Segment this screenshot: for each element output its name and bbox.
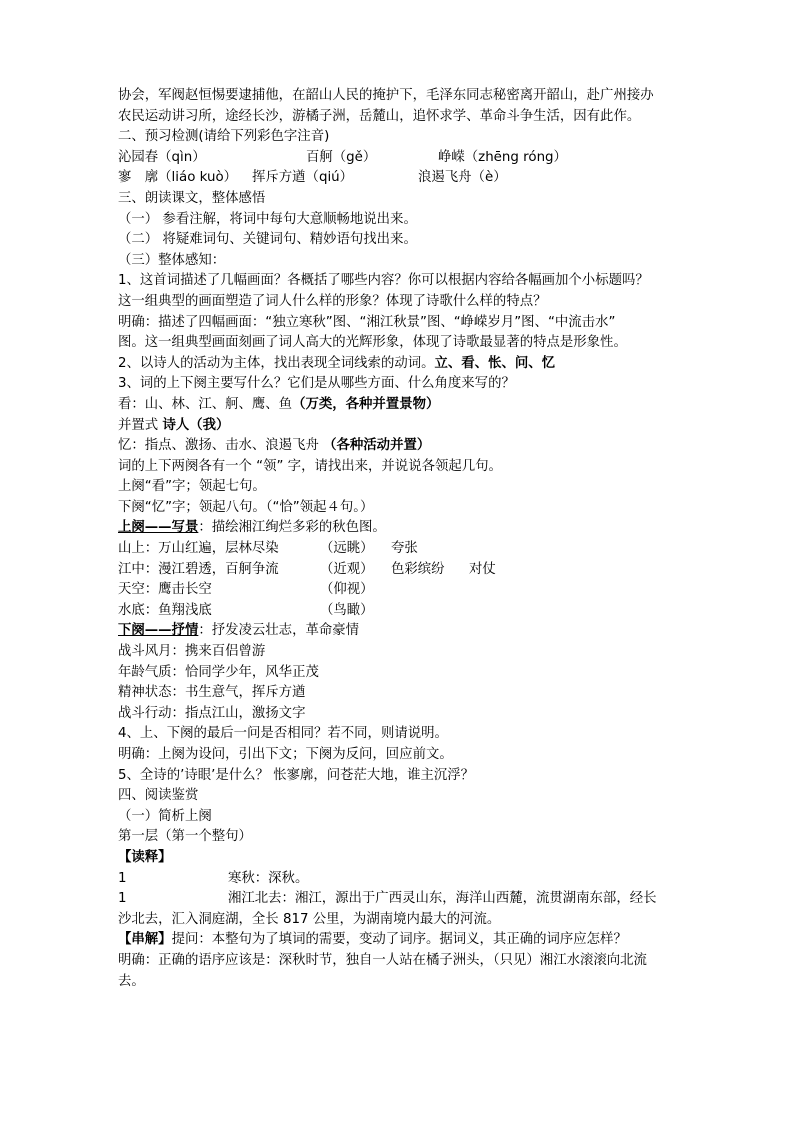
question-line: 词的上下两阕各有一个 “领” 字，请找出来，并说说各领起几句。 xyxy=(118,458,502,474)
note-number: 1 xyxy=(118,870,127,886)
answer-line: 图。这一组典型画面刻画了词人高大的光辉形象，体现了诗歌最显著的特点是形象性。 xyxy=(118,335,627,351)
pinyin-item: 寥 廓（liáo kuò） xyxy=(118,170,238,186)
analysis-line xyxy=(118,436,684,457)
analysis-line: 战斗行动：指点江山，激扬文字 xyxy=(118,705,306,721)
label-heading: 【串解】 xyxy=(118,932,172,948)
pinyin-item: 挥斥方遒（qiú） xyxy=(252,170,354,186)
question-line xyxy=(118,930,684,951)
pinyin-item: 百舸（gě） xyxy=(306,149,377,165)
analysis-line xyxy=(118,395,684,416)
pinyin-item: 沁园春（qìn） xyxy=(118,149,206,165)
stanza-title: 下阕——抒情 xyxy=(118,623,199,639)
analysis-text: 忆：指点、激扬、击水、浪遏飞舟 xyxy=(118,438,324,454)
list-item: （二） 将疑难词句、关键词句、精妙语句找出来。 xyxy=(118,232,417,248)
answer-line: 明确：描述了四幅画面：“独立寒秋”图、“湘江秋景”图、“峥嵘岁月”图、“中流击水” xyxy=(118,314,616,330)
scene-text: 水底：鱼翔浅底 xyxy=(118,602,212,618)
subsection-heading: （一）简析上阕 xyxy=(118,808,212,824)
scene-view: （鸟瞰） xyxy=(320,602,374,618)
label-heading: 【读释】 xyxy=(118,849,172,865)
note-row xyxy=(118,889,684,910)
question-line: 3、词的上下阕主要写什么？它们是从哪些方面、什么角度来写的？ xyxy=(118,376,515,392)
question-line xyxy=(118,354,684,375)
stanza-desc: ：描绘湘江绚烂多彩的秋色图。 xyxy=(198,520,386,536)
paragraph-line: 协会，军阀赵恒惕要逮捕他，在韶山人民的掩护下，毛泽东同志秘密离开韶山，赴广州接办 xyxy=(118,88,654,103)
pinyin-row xyxy=(118,148,684,169)
stanza-heading xyxy=(118,518,684,539)
subsection-heading: 第一层（第一个整句） xyxy=(118,829,252,845)
analysis-line: 精神状态：书生意气，挥斥方遒 xyxy=(118,685,306,701)
stanza-heading xyxy=(118,621,684,642)
stanza-desc: ：抒发凌云壮志，革命豪情 xyxy=(198,623,360,639)
analysis-note: （各种活动并置） xyxy=(323,438,431,454)
scene-technique: 色彩缤纷 xyxy=(391,561,445,577)
scene-row xyxy=(118,601,684,622)
question-text: 2、以诗人的活动为主体，找出表现全词线索的动词。 xyxy=(118,355,435,371)
stanza-title: 上阕——写景 xyxy=(118,520,199,536)
note-text: 湘江北去：湘江，源出于广西灵山东，海洋山西麓，流贯湖南东部，经长 xyxy=(228,891,657,907)
question-line: 这一组典型的画面塑造了词人什么样的形象？体现了诗歌什么样的特点？ xyxy=(118,293,547,309)
answer-line: 去。 xyxy=(118,973,145,989)
pinyin-row xyxy=(118,168,684,189)
keyword-verbs: 立、看、怅、问、忆 xyxy=(434,355,556,371)
scene-technique: 夸张 xyxy=(391,541,418,557)
note-row xyxy=(118,869,684,890)
section-heading: 四、阅读鉴赏 xyxy=(118,788,199,804)
answer-line: 明确：上阕为设问，引出下文；下阕为反问，回应前文。 xyxy=(118,747,453,762)
analysis-text: 看：山、林、江、舸、鹰、鱼 xyxy=(118,396,293,412)
question-text: 提问：本整句为了填词的需要，变动了词序。据词义，其正确的词序应怎样？ xyxy=(171,932,627,948)
pinyin-item: 峥嵘（zhēng róng） xyxy=(438,149,567,165)
list-item: （三）整体感知： xyxy=(118,252,226,268)
note-line: 沙北去，汇入洞庭湖，全长 817 公里，为湖南境内最大的河流。 xyxy=(118,911,501,927)
scene-row xyxy=(118,539,684,560)
scene-view: （仰视） xyxy=(320,582,374,598)
scene-technique: 对仗 xyxy=(469,561,496,577)
section-heading: 二、预习检测(请给下列彩色字注音) xyxy=(118,129,330,145)
answer-line: 明确：正确的语序应该是：深秋时节，独自一人站在橘子洲头，（只见）湘江水滚滚向北流 xyxy=(118,952,647,968)
note-number: 1 xyxy=(118,891,127,907)
analysis-note: 诗人（我） xyxy=(162,417,230,433)
pinyin-item: 浪遏飞舟（è） xyxy=(418,170,507,186)
question-line: 4、上、下阕的最后一问是否相同？若不同，则请说明。 xyxy=(118,726,448,742)
list-item: （一） 参看注解，将词中每句大意顺畅地说出来。 xyxy=(118,211,417,227)
scene-row xyxy=(118,560,684,581)
analysis-text: 并置式 xyxy=(118,417,163,433)
section-heading: 三、朗读课文，整体感悟 xyxy=(118,190,266,206)
analysis-note: （万类，各种并置景物） xyxy=(292,396,440,412)
scene-view: （远眺） xyxy=(320,541,374,557)
scene-view: （近观） xyxy=(320,561,374,577)
question-line: 1、这首词描述了几幅画面？各概括了哪些内容？你可以根据内容给各幅画加个小标题吗？ xyxy=(118,273,649,289)
scene-text: 天空：鹰击长空 xyxy=(118,582,212,598)
analysis-line: 战斗风月：携来百侣曾游 xyxy=(118,644,266,660)
answer-line: 下阕“忆”字；领起八句。（“恰”领起４句。） xyxy=(118,499,374,515)
scene-text: 山上：万山红遍，层林尽染 xyxy=(118,541,279,557)
note-text: 寒秋：深秋。 xyxy=(228,870,309,886)
answer-line: 上阕“看”字；领起七句。 xyxy=(118,479,266,495)
analysis-line xyxy=(118,416,684,437)
analysis-line: 年龄气质：恰同学少年，风华正茂 xyxy=(118,664,319,680)
question-line: 5、全诗的’诗眼’是什么？ 怅寥廓，问苍茫大地，谁主沉浮？ xyxy=(118,767,475,783)
scene-row xyxy=(118,580,684,601)
scene-text: 江中：漫江碧透，百舸争流 xyxy=(118,561,279,577)
paragraph-line: 农民运动讲习所，途经长沙，游橘子洲，岳麓山，追怀求学、革命斗争生活，因有此作。 xyxy=(118,108,641,124)
